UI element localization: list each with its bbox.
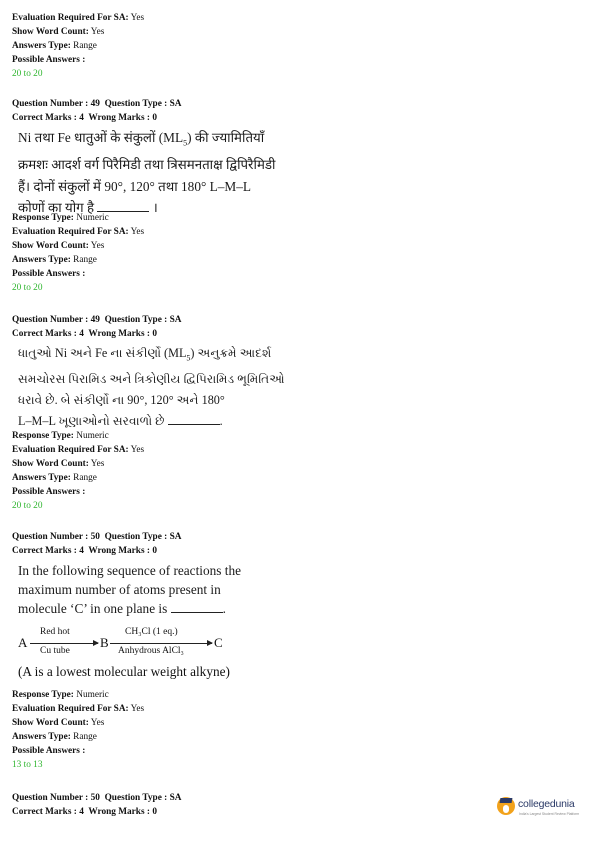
eval-value: Yes [130, 227, 145, 237]
correct-marks: 4 [79, 807, 84, 817]
q50-line-3: molecule ‘C’ in one plane is [18, 601, 168, 617]
response-type-label: Response Type: [12, 213, 74, 223]
question-type-label: Question Type : [104, 793, 168, 803]
possible-answer-value: 13 to 13 [12, 760, 43, 770]
q49-gujarati-line-2: સમચોરસ પિરામિડ અને ત્રિકોણીય દ્વિપિરામિડ ભૂમિતિઓ [18, 371, 285, 386]
question-type: SA [169, 99, 182, 109]
possible-answer-value: 20 to 20 [12, 501, 43, 511]
eval-label: Evaluation Required For SA: [12, 227, 129, 237]
arrow2-bottom-label: Anhydrous AlCl₃ [118, 646, 184, 656]
q49-hindi-line-4-end: । [152, 200, 158, 216]
response-type-value: Numeric [76, 690, 109, 700]
q49-gujarati-line-4-end: . [219, 414, 223, 429]
wrong-marks: 0 [152, 807, 157, 817]
wrong-marks: 0 [152, 546, 157, 556]
show-word-count-value: Yes [90, 241, 105, 251]
question-number: 49 [90, 99, 100, 109]
subscript: 5 [186, 353, 191, 363]
show-word-count-label: Show Word Count: [12, 459, 89, 469]
wrong-marks: 0 [152, 329, 157, 339]
question-number: 50 [90, 532, 100, 542]
eval-value: Yes [130, 13, 145, 23]
reaction-arrow-1 [30, 643, 98, 644]
response-type-label: Response Type: [12, 431, 74, 441]
question-number-label: Question Number : [12, 793, 89, 803]
collegedunia-logo [497, 795, 587, 821]
possible-answers-label: Possible Answers : [12, 269, 86, 279]
eval-label: Evaluation Required For SA: [12, 13, 129, 23]
answers-type-label: Answers Type: [12, 732, 71, 742]
wrong-marks-label: Wrong Marks : [88, 329, 150, 339]
reaction-scheme [18, 626, 238, 660]
q49-gujarati-text [18, 343, 285, 433]
q49-hindi-header [12, 97, 181, 125]
q49-gujarati-footer [12, 429, 144, 513]
answers-type-value: Range [73, 473, 97, 483]
q50-note: (A is a lowest molecular weight alkyne) [18, 664, 230, 679]
q49-gujarati-line-3: ધરાવે છે. બે સંકીર્ણો ના 90°, 120° અને 180° [18, 393, 225, 408]
answers-type-label: Answers Type: [12, 255, 71, 265]
question-type-label: Question Type : [104, 315, 168, 325]
correct-marks: 4 [79, 113, 84, 123]
species-a: A [18, 635, 28, 650]
logo-tagline: India's Largest Student Review Platform [519, 812, 580, 816]
reaction-arrow-2 [110, 643, 212, 644]
eval-value: Yes [130, 704, 145, 714]
question-number: 49 [90, 315, 100, 325]
species-c: C [214, 635, 223, 650]
wrong-marks: 0 [152, 113, 157, 123]
correct-marks: 4 [79, 546, 84, 556]
q49-gujarati-line-1: ધાતુઓ Ni અને Fe ના સંકીર્ણો (ML [18, 346, 187, 360]
question-number: 50 [90, 793, 100, 803]
show-word-count-label: Show Word Count: [12, 241, 89, 251]
question-type-label: Question Type : [104, 99, 168, 109]
question-number-label: Question Number : [12, 532, 89, 542]
show-word-count-value: Yes [90, 27, 105, 37]
q50-footer [12, 688, 144, 772]
show-word-count-value: Yes [90, 718, 105, 728]
q49-hindi-line-1b: ) की ज्यामितियाँ [187, 130, 265, 145]
possible-answer-value: 20 to 20 [12, 69, 43, 79]
show-word-count-label: Show Word Count: [12, 27, 89, 37]
q49-hindi-line-3: हैं। दोनों संकुलों में 90°, 120° तथा 180° L–M–L [18, 178, 251, 194]
question-number-label: Question Number : [12, 99, 89, 109]
question-type: SA [169, 532, 182, 542]
q49-hindi-footer [12, 211, 144, 295]
eval-label: Evaluation Required For SA: [12, 445, 129, 455]
response-type-label: Response Type: [12, 690, 74, 700]
correct-marks-label: Correct Marks : [12, 329, 77, 339]
q50-header [12, 530, 181, 558]
q49-gujarati-header [12, 313, 181, 341]
question-type: SA [169, 315, 182, 325]
wrong-marks-label: Wrong Marks : [88, 546, 150, 556]
q49-hindi-text [18, 127, 276, 219]
show-word-count-value: Yes [90, 459, 105, 469]
arrow1-top-label: Red hot [40, 627, 70, 637]
correct-marks-label: Correct Marks : [12, 113, 77, 123]
logo-name: collegedunia [518, 798, 575, 810]
question-type-label: Question Type : [104, 532, 168, 542]
answers-type-value: Range [73, 255, 97, 265]
species-b: B [100, 635, 109, 650]
q49-gujarati-line-1b: ) અનુક્રમે આદર્શ [190, 346, 272, 360]
q49-hindi-line-1: Ni तथा Fe धातुओं के संकुलों (ML [18, 130, 184, 145]
previous-question-meta [12, 11, 144, 81]
possible-answer-value: 20 to 20 [12, 283, 43, 293]
answer-blank [171, 603, 223, 613]
q50-line-3-end: . [222, 601, 226, 617]
subscript: 5 [183, 138, 188, 148]
answer-blank [168, 415, 220, 425]
answers-type-label: Answers Type: [12, 41, 71, 51]
show-word-count-label: Show Word Count: [12, 718, 89, 728]
q49-hindi-line-2: क्रमशः आदर्श वर्ग पिरैमिडी तथा त्रिसमनताक्ष द्विपिरैमिडी [18, 157, 276, 173]
answers-type-value: Range [73, 732, 97, 742]
correct-marks-label: Correct Marks : [12, 807, 77, 817]
eval-label: Evaluation Required For SA: [12, 704, 129, 714]
q50-next-header [12, 791, 181, 819]
response-type-value: Numeric [76, 213, 109, 223]
correct-marks-label: Correct Marks : [12, 546, 77, 556]
question-type: SA [169, 793, 182, 803]
possible-answers-label: Possible Answers : [12, 746, 86, 756]
question-number-label: Question Number : [12, 315, 89, 325]
answers-type-value: Range [73, 41, 97, 51]
eval-value: Yes [130, 445, 145, 455]
q49-hindi-line-4: कोणों का योग है [18, 200, 95, 216]
q50-line-1: In the following sequence of reactions the [18, 563, 242, 578]
q49-gujarati-line-4: L–M–L ખૂણાઓનો સરવાળો છે [18, 414, 165, 429]
correct-marks: 4 [79, 329, 84, 339]
possible-answers-label: Possible Answers : [12, 55, 86, 65]
q50-line-2: maximum number of atoms present in [18, 582, 221, 598]
q50-text [18, 561, 263, 619]
arrow1-bottom-label: Cu tube [40, 646, 70, 656]
wrong-marks-label: Wrong Marks : [88, 807, 150, 817]
wrong-marks-label: Wrong Marks : [88, 113, 150, 123]
arrow2-top-label: CH₃Cl (1 eq.) [125, 627, 178, 637]
graduate-icon [497, 797, 515, 815]
possible-answers-label: Possible Answers : [12, 487, 86, 497]
response-type-value: Numeric [76, 431, 109, 441]
answers-type-label: Answers Type: [12, 473, 71, 483]
